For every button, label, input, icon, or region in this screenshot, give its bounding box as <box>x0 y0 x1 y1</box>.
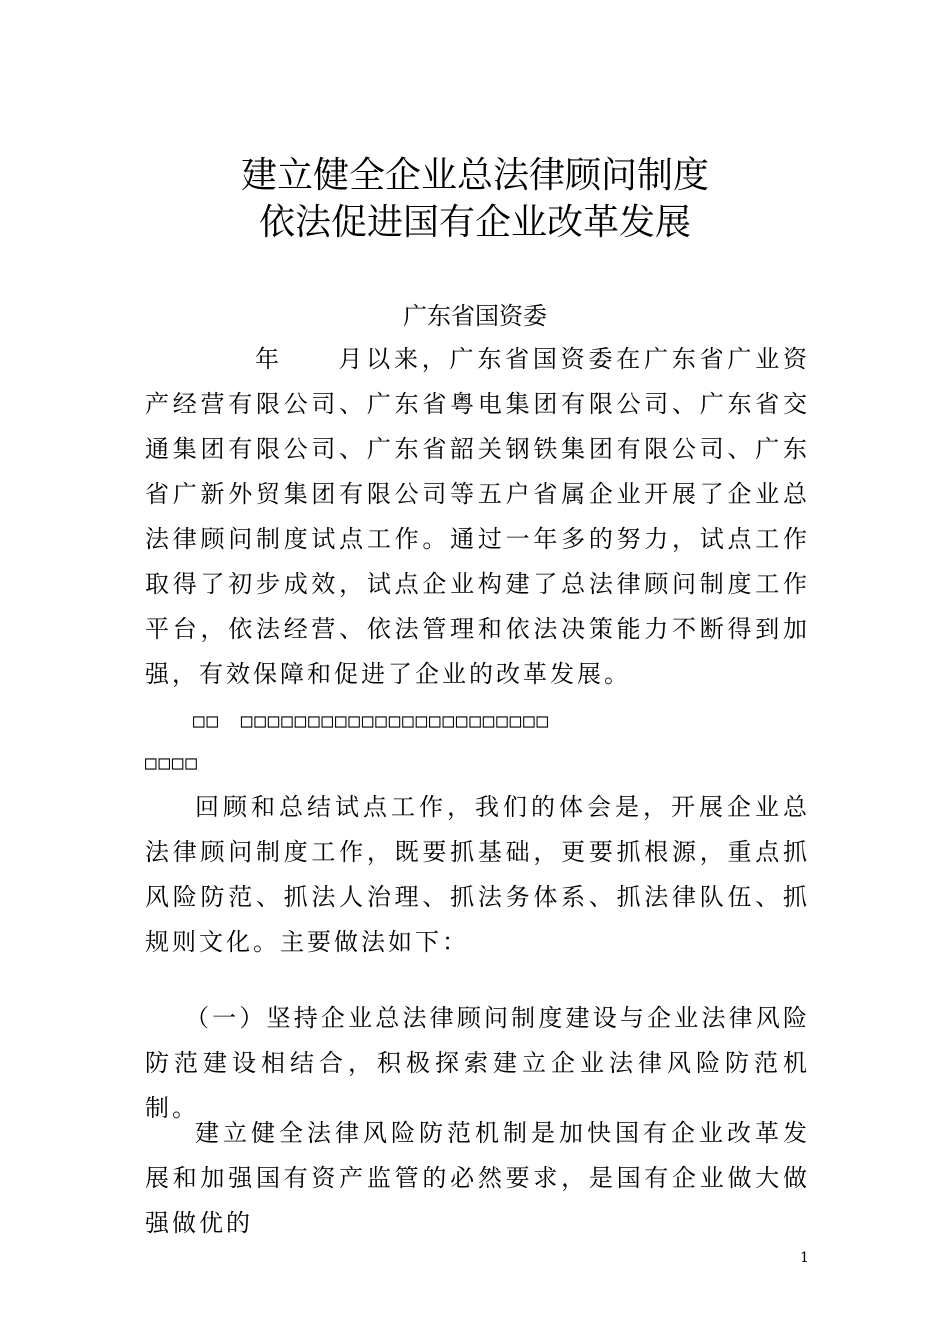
page-number: 1 <box>800 1250 809 1266</box>
garbled-heading-line-2: □□□□ <box>145 752 199 774</box>
author: 广东省国资委 <box>403 302 547 330</box>
paragraph-1: 年 月以来，广东省国资委在广东省广业资产经营有限公司、广东省粤电集团有限公司、广东省交通集团有限公司、广东省韶关钢铁集团有限公司、广东省广新外贸集团有限公司等五户省属企业开展了企业总法律顾问制度试点工作。通过一年多的努力，试点工作取得了初步成效，试点企业构建了总法律顾问制度工作平台，依法经营、依法管理和依法决策能力不断得到加强，有效保障和促进了企业的改革发展。 <box>145 345 810 688</box>
title-line-1: 建立健全企业总法律顾问制度 <box>240 155 709 196</box>
section-heading-1: （一）坚持企业总法律顾问制度建设与企业法律风险防范建设相结合，积极探索建立企业法律风险防范机制。 <box>145 1004 810 1122</box>
paragraph-2: 回顾和总结试点工作，我们的体会是，开展企业总法律顾问制度工作，既要抓基础，更要抓根源，重点抓风险防范、抓法人治理、抓法务体系、抓法律队伍、抓规则文化。主要做法如下： <box>145 793 810 956</box>
title-line-2: 依法促进国有企业改革发展 <box>258 202 691 243</box>
garbled-heading-line-1: □□ □□□□□□□□□□□□□□□□□□□□□□□ <box>193 710 550 732</box>
paragraph-3: 建立健全法律风险防范机制是加快国有企业改革发展和加强国有资产监管的必然要求，是国有企业做大做强做优的 <box>145 1119 810 1237</box>
